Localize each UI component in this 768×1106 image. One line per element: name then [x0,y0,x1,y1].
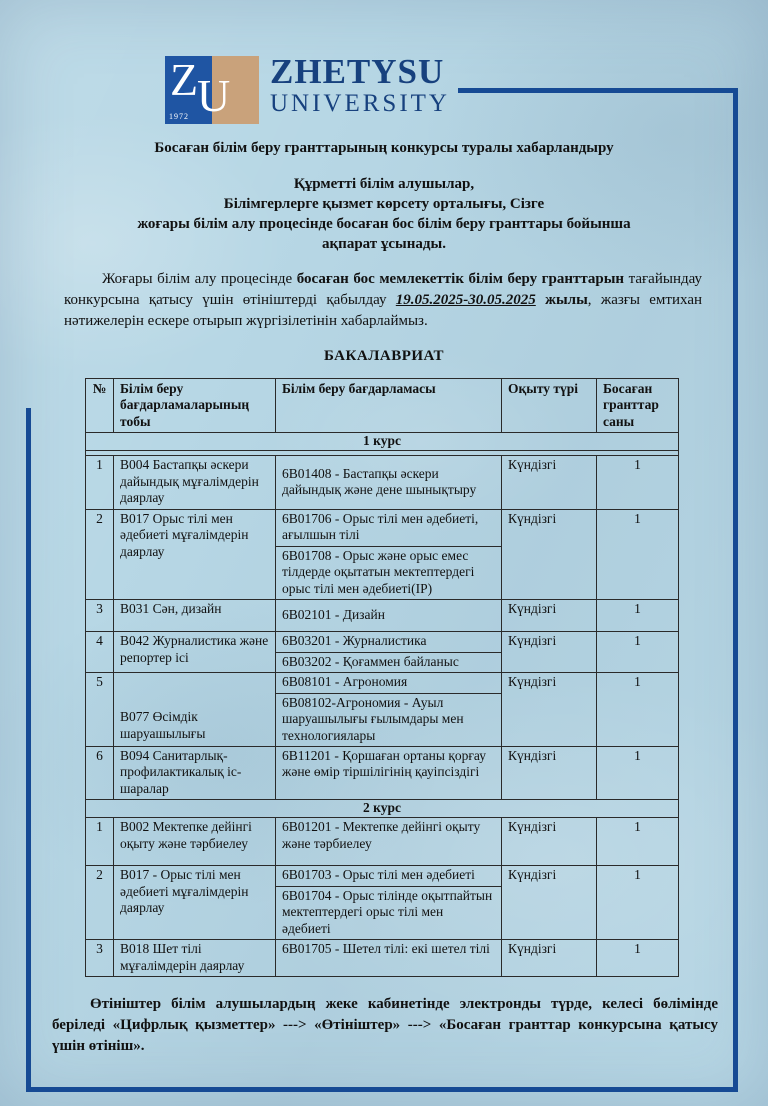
section-title: 2 курс [86,800,679,818]
cell-num: 1 [86,818,114,866]
cell-grants: 1 [597,940,679,977]
cell-num: 6 [86,746,114,799]
cell-program: 6B01708 - Орыс және орыс емес тілдерде оқытатын мектептердегі орыс тілі мен әдебиеті(IP) [276,546,502,599]
cell-program: 6B08102-Агрономия - Ауыл шаруашылығы ғылымдары мен технологиялары [276,693,502,746]
cell-num: 1 [86,456,114,509]
intro-text: , жазғы емтихан нәтижелерін ескере отырып жүргізілетінін хабарлаймыз. [64,292,702,329]
cell-num: 3 [86,940,114,977]
university-name-line1: ZHETYSU [270,52,445,91]
university-logo [165,56,259,124]
table-row [86,600,679,632]
cell-study-type: Күндізгі [502,746,597,799]
frame-top-line [458,88,738,93]
logo-tan-square [197,56,259,124]
header-num: № [86,379,114,433]
table-row [86,746,679,799]
table-row [86,818,679,866]
cell-num: 2 [86,509,114,599]
cell-program: 6B03202 - Қоғаммен байланыс [276,652,502,672]
cell-grants: 1 [597,673,679,747]
cell-group: B017 - Орыс тілі мен әдебиеті мұғалімдерін даярлау [114,866,276,940]
level-heading: БАКАЛАВРИАТ [323,348,445,364]
section-row-course1 [86,433,679,451]
cell-program: 6B03201 - Журналистика [276,632,502,652]
cell-study-type: Күндізгі [502,940,597,977]
university-wordmark [270,54,450,116]
table-row [86,940,679,977]
cell-program: 6B01706 - Орыс тілі мен әдебиеті, ағылшын тілі [276,509,502,546]
cell-study-type: Күндізгі [502,673,597,747]
section-row-course2 [86,800,679,818]
cell-study-type: Күндізгі [502,509,597,599]
document-content [0,136,768,1057]
cell-study-type: Күндізгі [502,818,597,866]
intro-text-bold: жылы [535,292,588,308]
greeting-block [0,174,768,254]
cell-grants: 1 [597,746,679,799]
intro-text-bold: босаған бос мемлекеттік білім беру гранттарын [296,271,625,287]
table-header-row [86,379,679,433]
cell-program: 6B01705 - Шетел тілі: екі шетел тілі [276,940,502,977]
section-title: 1 курс [86,433,679,451]
cell-grants: 1 [597,632,679,673]
grants-table [85,378,679,977]
intro-paragraph [64,269,702,332]
university-name-line2: UNIVERSITY [270,90,450,117]
header-group: Білім беру бағдарламаларының тобы [114,379,276,433]
cell-study-type: Күндізгі [502,866,597,940]
header-study-type: Оқыту түрі [502,379,597,433]
cell-group: B018 Шет тілі мұғалімдерін даярлау [114,940,276,977]
cell-program: 6B01201 - Мектепке дейінгі оқыту және тәрбиелеу [276,818,502,866]
cell-grants: 1 [597,509,679,599]
cell-study-type: Күндізгі [502,456,597,509]
frame-bottom-line [26,1087,738,1092]
greeting-line: Құрметті білім алушылар, [293,176,475,192]
intro-text: Жоғары білім алу процесінде [102,271,297,287]
cell-program: 6B01408 - Бастапқы әскери дайындық және дене шынықтыру [276,456,502,509]
cell-program: 6B01703 - Орыс тілі мен әдебиеті [276,866,502,886]
cell-study-type: Күндізгі [502,632,597,673]
cell-num: 5 [86,673,114,747]
table-row [86,866,679,886]
header-grants: Босаған гранттар саны [597,379,679,433]
greeting-line: ақпарат ұсынады. [322,236,446,252]
table-row [86,673,679,693]
cell-num: 2 [86,866,114,940]
cell-group: B094 Санитарлық-профилактикалық іс-шаралар [114,746,276,799]
cell-num: 4 [86,632,114,673]
cell-program: 6B02101 - Дизайн [276,600,502,632]
cell-program: 6B11201 - Қоршаған ортаны қорғау және өмір тіршілігінің қауіпсіздігі [276,746,502,799]
announcement-title: Босаған білім беру гранттарының конкурсы туралы хабарландыру [154,140,614,156]
cell-group: B017 Орыс тілі мен әдебиеті мұғалімдерін даярлау [114,509,276,599]
cell-group: B042 Журналистика және репортер ісі [114,632,276,673]
table-row [86,456,679,509]
cell-group: B031 Сән, дизайн [114,600,276,632]
logo-letter-u: U [197,70,231,121]
cell-group: B004 Бастапқы әскери дайындық мұғалімдерін даярлау [114,456,276,509]
cell-program: 6B01704 - Орыс тілінде оқытпайтын мектептердегі орыс тілі мен әдебиеті [276,886,502,939]
cell-num: 3 [86,600,114,632]
logo-year: 1972 [169,112,189,121]
cell-grants: 1 [597,866,679,940]
greeting-line: Білімгерлерге қызмет көрсету орталығы, Сізге [223,196,545,212]
cell-study-type: Күндізгі [502,600,597,632]
greeting-line: жоғары білім алу процесінде босаған бос білім беру гранттары бойынша [137,216,631,232]
cell-program: 6B08101 - Агрономия [276,673,502,693]
header-program: Білім беру бағдарламасы [276,379,502,433]
cell-grants: 1 [597,456,679,509]
intro-text: тағайындау конкурсына қатысу үшін өтініштерді қабылдау [64,271,703,308]
cell-grants: 1 [597,600,679,632]
table-row [86,509,679,546]
logo-letter-z: Z [170,54,199,105]
intro-dates: 19.05.2025-30.05.2025 [395,292,536,308]
cell-group: B077 Өсімдік шаруашылығы [114,673,276,747]
footer-instructions: Өтініштер білім алушылардың жеке кабинетінде электронды түрде, келесі бөлімінде беріледі «Цифрлық қызметтер» ---> «Өтініштер» ---> «Босаған гранттар конкурсына қатысу үшін өтініш». [52,996,718,1055]
cell-group: B002 Мектепке дейінгі оқыту және тәрбиелеу [114,818,276,866]
table-row [86,632,679,652]
cell-grants: 1 [597,818,679,866]
